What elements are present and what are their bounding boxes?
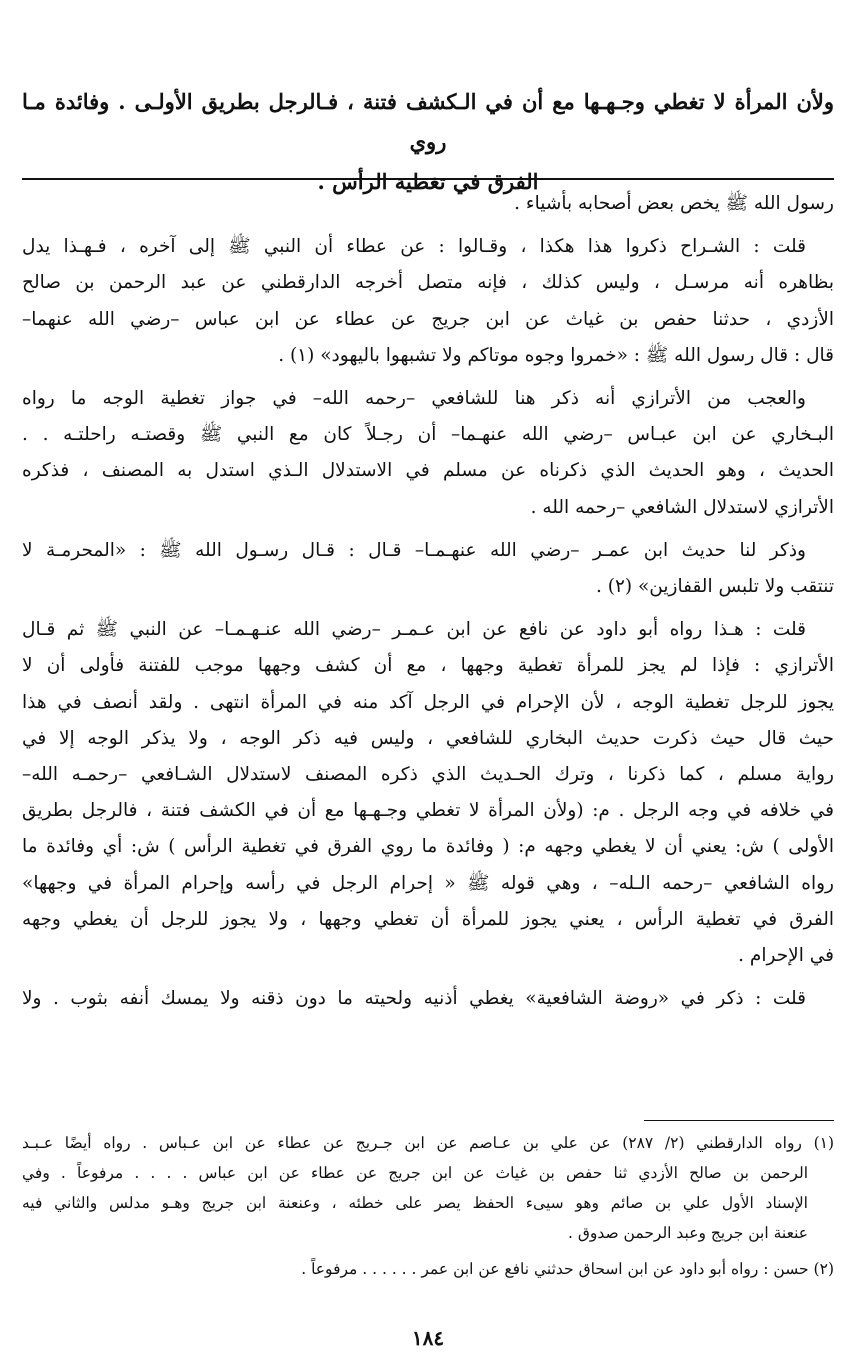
- paragraph: [22, 981, 834, 1017]
- text-line: قلت : ذكر في «روضة الشافعية» يغطي أذنيه ولحيته ما دون ذقنه ولا يمسك أنفه بثوب . ولا: [22, 988, 806, 1010]
- matn-line: الفرق في تغطية الرأس .: [317, 169, 539, 194]
- paragraph: [22, 381, 834, 526]
- header-divider: [22, 178, 834, 180]
- page-number: ١٨٤: [411, 1326, 445, 1350]
- text-line: وذكر لنا حديث ابن عمـر –رضي الله عنهـمـا– قـال : قـال رسـول الله ﷺ : «المحرمـة لا: [22, 539, 806, 561]
- paragraph: [22, 229, 834, 374]
- text-line: في الإحرام .: [738, 945, 834, 967]
- footnote-line: الإسناد الأول علي بن صائم وهو سيىء الحفظ يصر على خطئه ، وعنعنة ابن جريج وهـو مدلس والثاني فيه: [22, 1194, 808, 1212]
- text-line: حيث قال حيث ذكرت حديث البخاري للشافعي ، وليس فيه ذكر الوجه ، ولا يذكر الوجه إلا في: [22, 727, 834, 749]
- text-line: رسول الله ﷺ يخص بعض أصحابه بأشياء .: [514, 193, 834, 214]
- footnote: [22, 1128, 834, 1248]
- paragraph: [22, 612, 834, 974]
- text-line: قلت : هـذا رواه أبو داود عن نافع عن ابن عـمـر –رضي الله عنـهـمـا– عن النبي ﷺ ثم قـال: [22, 619, 806, 641]
- footnote-divider: [644, 1120, 834, 1121]
- footnote-line: عنعنة ابن جريج وعبد الرحمن صدوق .: [567, 1224, 808, 1242]
- paragraph: [22, 533, 834, 605]
- footnote: [22, 1254, 834, 1284]
- text-line: رواه الشافعي –رحمه الـله– ، وهي قوله ﷺ « إحرام الرجل في رأسه وإحرام المرأة في وجهها»: [22, 872, 834, 894]
- commentary-body: [22, 186, 834, 1024]
- text-line: تنتقب ولا تلبس القفازين» (٢) .: [595, 576, 834, 598]
- footnote-line: (٢) حسن : رواه أبو داود عن ابن اسحاق حدثني نافع عن ابن عمر . . . . . . مرفوعاً .: [301, 1260, 834, 1278]
- text-line: الأترازي : فإذا لم يجز للمرأة تغطية وجهها ، مع أن كشف وجهها موجب للفتنة فأولى أن لا: [22, 655, 834, 677]
- text-line: قلت : الشـراح ذكروا هذا هكذا ، وقـالوا : عن عطاء أن النبي ﷺ إلى آخره ، فـهـذا يدل: [22, 236, 806, 258]
- text-line: رواية مسلم ، كما ذكرنا ، وترك الحـديث الذي ذكره المصنف لاستدلال الشـافعي –رحمـه الله–: [22, 764, 834, 786]
- footnote-line: (١) رواه الدارقطني (٢/ ٢٨٧) عن علي بن عـاصم عن ابن جـريج عن عطاء عن ابن عـباس . رواه أيضًا عـبـد: [22, 1134, 835, 1152]
- footnotes: [22, 1128, 834, 1284]
- footnote-line: الرحمن بن صالح الأزدي ثنا حفص بن غياث عن ابن جريج عن عطاء عن ابن عباس . . . . مرفوعاً . وفي: [22, 1164, 808, 1182]
- paragraph: [22, 186, 834, 222]
- text-line: الأزدي ، حدثنا حفص بن غياث عن ابن جريج عن عطاء عن ابن عباس –رضي الله عنهما–: [22, 308, 834, 330]
- matn-header: [22, 82, 834, 202]
- text-line: قال : قال رسول الله ﷺ : «خمروا وجوه موتاكم ولا تشبهوا باليهود» (١) .: [278, 344, 834, 366]
- text-line: الحديث ، وهو الحديث الذي ذكرناه عن مسلم في الاستدلال الـذي استدل به المصنف ، فذكره: [22, 460, 834, 482]
- text-line: والعجب من الأترازي أنه ذكر هنا للشافعي –رحمه الله– في جواز تغطية الوجه ما رواه: [22, 388, 806, 410]
- text-line: الأولى ) ش: يعني أن لا يغطي وجهه م: ( وفائدة ما روي الفرق في تغطية الرأس ) ش: أي وفائدة ما: [22, 836, 834, 858]
- text-line: البـخاري عن ابن عبـاس –رضي الله عنهـما– أن رجـلاً كان مع النبي ﷺ وقصتـه راحلتـه . .: [22, 424, 834, 446]
- text-line: في خلافه في وجه الرجل . م: (ولأن المرأة لا تغطي وجـهـها مع أن في الكشف فتنة ، فالرجل بطريق: [22, 800, 834, 822]
- text-line: الأترازي لاستدلال الشافعي –رحمه الله .: [530, 496, 834, 518]
- text-line: الفرق في تغطية الرأس ، يعني يجوز للمرأة أن تغطي وجهها ، ولا يجوز للرجل أن يغطي وجهه: [22, 908, 834, 930]
- matn-line: ولأن المرأة لا تغطي وجـهـها مع أن في الـكشف فتنة ، فـالرجل بطريق الأولـى . وفائدة مـا روي: [22, 89, 834, 154]
- text-line: بظاهره أنه مرسـل ، وليس كذلك ، فإنه متصل أخرجه الدارقطني عن عبد الرحمن بن صالح: [22, 272, 834, 294]
- text-line: يجوز للرجل تغطية الوجه ، لأن الإحرام في الرجل آكد منه في المرأة انتهى . ولقد أنصف في هذا: [22, 691, 834, 713]
